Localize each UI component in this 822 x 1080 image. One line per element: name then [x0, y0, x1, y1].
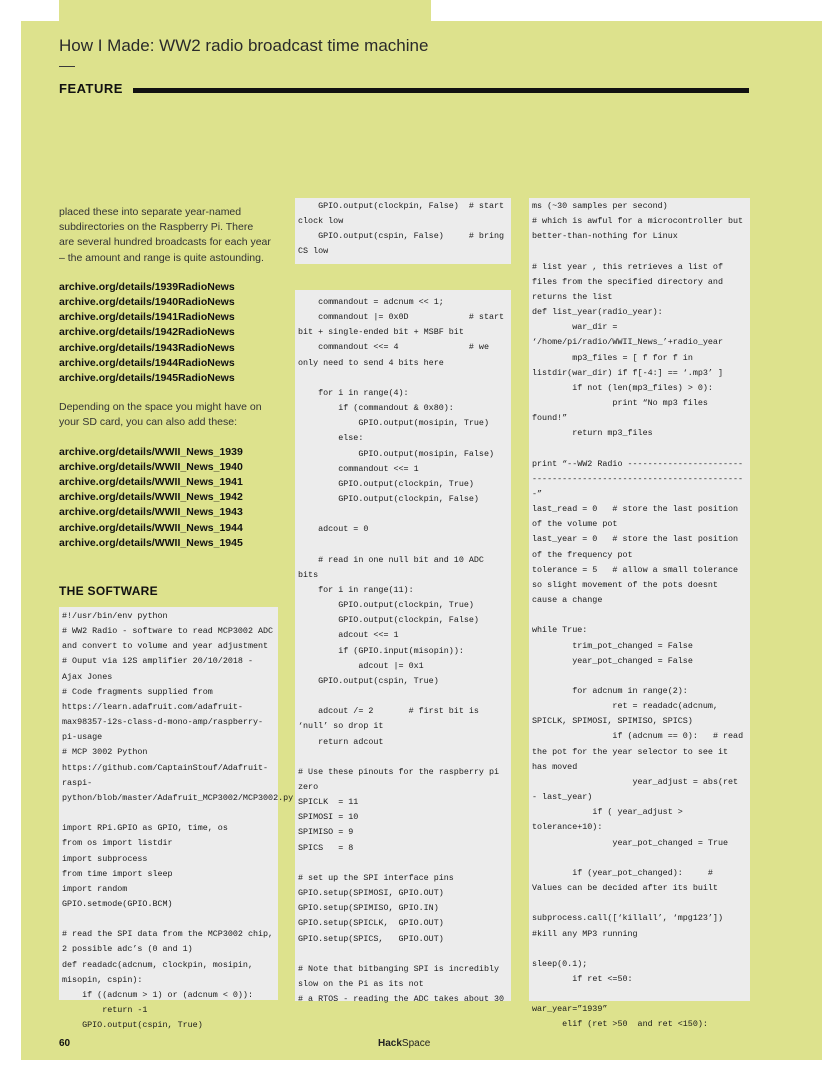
brand-space: Space	[401, 1038, 431, 1049]
page-top-tab	[59, 0, 431, 21]
link-item[interactable]: archive.org/details/1945RadioNews	[59, 372, 235, 385]
link-item[interactable]: archive.org/details/WWII_News_1939	[59, 445, 243, 458]
code-block-2b: commandout = adcnum << 1; commandout |= 0x0D # start bit + single-ended bit + MSBF bit commandout <<= 4 # we only need to send 4 bits here for i in range(4): if (commandout & 0x80): GPIO.output(mosipin, True) else: GPIO.output(mosipin, False) commandout <<= 1 GPIO.output(clockpin, True) GPIO.output(clockpin, False) adcout = 0 # read in one null bit and 10 ADC bits for i in range(11): GPIO.output(clockpin, True) GPIO.output(clockpin, False) adcout <<= 1 if (GPIO.input(misopin)): adcout |= 0x1 GPIO.output(cspin, True) adcout /= 2 # first bit is ‘null’ so drop it return adcout # Use these pinouts for the raspberry pi zero SPICLK = 11 SPIMOSI = 10 SPIMISO = 9 SPICS = 8 # set up the SPI interface pins GPIO.setup(SPIMOSI, GPIO.OUT) GPIO.setup(SPIMISO, GPIO.IN) GPIO.setup(SPICLK, GPIO.OUT) GPIO.setup(SPICS, GPIO.OUT) # Note that bitbanging SPI is incredibly slow on the Pi as its not # a RTOS - reading the ADC takes about 30	[295, 290, 511, 1001]
radio-news-link-list	[59, 280, 271, 386]
link-item[interactable]: archive.org/details/1944RadioNews	[59, 356, 235, 369]
brand-logo	[378, 1038, 430, 1049]
link-item[interactable]: archive.org/details/WWII_News_1945	[59, 536, 243, 549]
section-rule-divider	[133, 88, 749, 93]
brand-hack: Hack	[378, 1038, 402, 1049]
wwii-news-link-list	[59, 445, 271, 551]
link-item[interactable]: archive.org/details/1941RadioNews	[59, 311, 235, 324]
code-block-2a: GPIO.output(clockpin, False) # start clock low GPIO.output(cspin, False) # bring CS low	[295, 198, 511, 264]
intro-column	[59, 205, 271, 551]
section-label: FEATURE	[59, 81, 123, 96]
link-item[interactable]: archive.org/details/1942RadioNews	[59, 326, 235, 339]
link-item[interactable]: archive.org/details/WWII_News_1943	[59, 506, 243, 519]
code-block-3: ms (~30 samples per second) # which is awful for a microcontroller but better-than-nothing for Linux # list year , this retrieves a list of files from the specified directory and returns the list def list_year(radio_year): war_dir = ‘/home/pi/radio/WWII_News_’+radio_year mp3_files = [ f for f in listdir(war_dir) if f[-4:] == ‘.mp3’ ] if not (len(mp3_files) > 0): print “No mp3 files found!” return mp3_files print “--WW2 Radio ------------------------------------------------------------------” last_read = 0 # store the last position of the volume pot last_year = 0 # store the last position of the frequency pot tolerance = 5 # allow a small tolerance so slight movement of the pots doesnt cause a change while True: trim_pot_changed = False year_pot_changed = False for adcnum in range(2): ret = readadc(adcnum, SPICLK, SPIMOSI, SPIMISO, SPICS) if (adcnum == 0): # read the pot for the year selector to see it has moved year_adjust = abs(ret - last_year) if ( year_adjust > tolerance+10): year_pot_changed = True if (year_pot_changed): # Values can be decided after its built subprocess.call([‘killall’, ‘mpg123’]) #kill any MP3 running sleep(0.1); if ret <=50: war_year=”1939” elif (ret >50 and ret <150):	[529, 198, 750, 1001]
link-item[interactable]: archive.org/details/1943RadioNews	[59, 341, 235, 354]
link-item[interactable]: archive.org/details/1939RadioNews	[59, 280, 235, 293]
intro-paragraph: placed these into separate year-named subdirectories on the Raspberry Pi. There are several hundred broadcasts for each year – the amount and range is quite astounding.	[59, 206, 271, 264]
code-block-1: #!/usr/bin/env python # WW2 Radio - software to read MCP3002 ADC and convert to volume and year adjustment # Ouput via i2S amplifier 20/10/2018 - Ajax Jones # Code fragments supplied from https://learn.adafruit.com/adafruit-max98357-i2s-class-d-mono-amp/raspberry-pi-usage # MCP 3002 Python https://github.com/CaptainStouf/Adafruit-raspi-python/blob/master/Adafruit_MCP3002/MCP3002.py import RPi.GPIO as GPIO, time, os from os import listdir import subprocess from time import sleep import random GPIO.setmode(GPIO.BCM) # read the SPI data from the MCP3002 chip, 2 possible adc’s (0 and 1) def readadc(adcnum, clockpin, mosipin, misopin, cspin): if ((adcnum > 1) or (adcnum < 0)): return -1 GPIO.output(cspin, True)	[59, 607, 278, 1000]
link-item[interactable]: archive.org/details/WWII_News_1942	[59, 491, 243, 504]
link-item[interactable]: archive.org/details/WWII_News_1941	[59, 476, 243, 489]
title-dash-divider	[59, 66, 75, 67]
link-item[interactable]: archive.org/details/WWII_News_1940	[59, 460, 243, 473]
middle-paragraph: Depending on the space you might have on your SD card, you can also add these:	[59, 401, 262, 429]
page-number: 60	[59, 1038, 71, 1049]
article-title: How I Made: WW2 radio broadcast time machine	[59, 36, 429, 55]
link-item[interactable]: archive.org/details/WWII_News_1944	[59, 521, 243, 534]
link-item[interactable]: archive.org/details/1940RadioNews	[59, 296, 235, 309]
software-heading: THE SOFTWARE	[59, 584, 158, 598]
